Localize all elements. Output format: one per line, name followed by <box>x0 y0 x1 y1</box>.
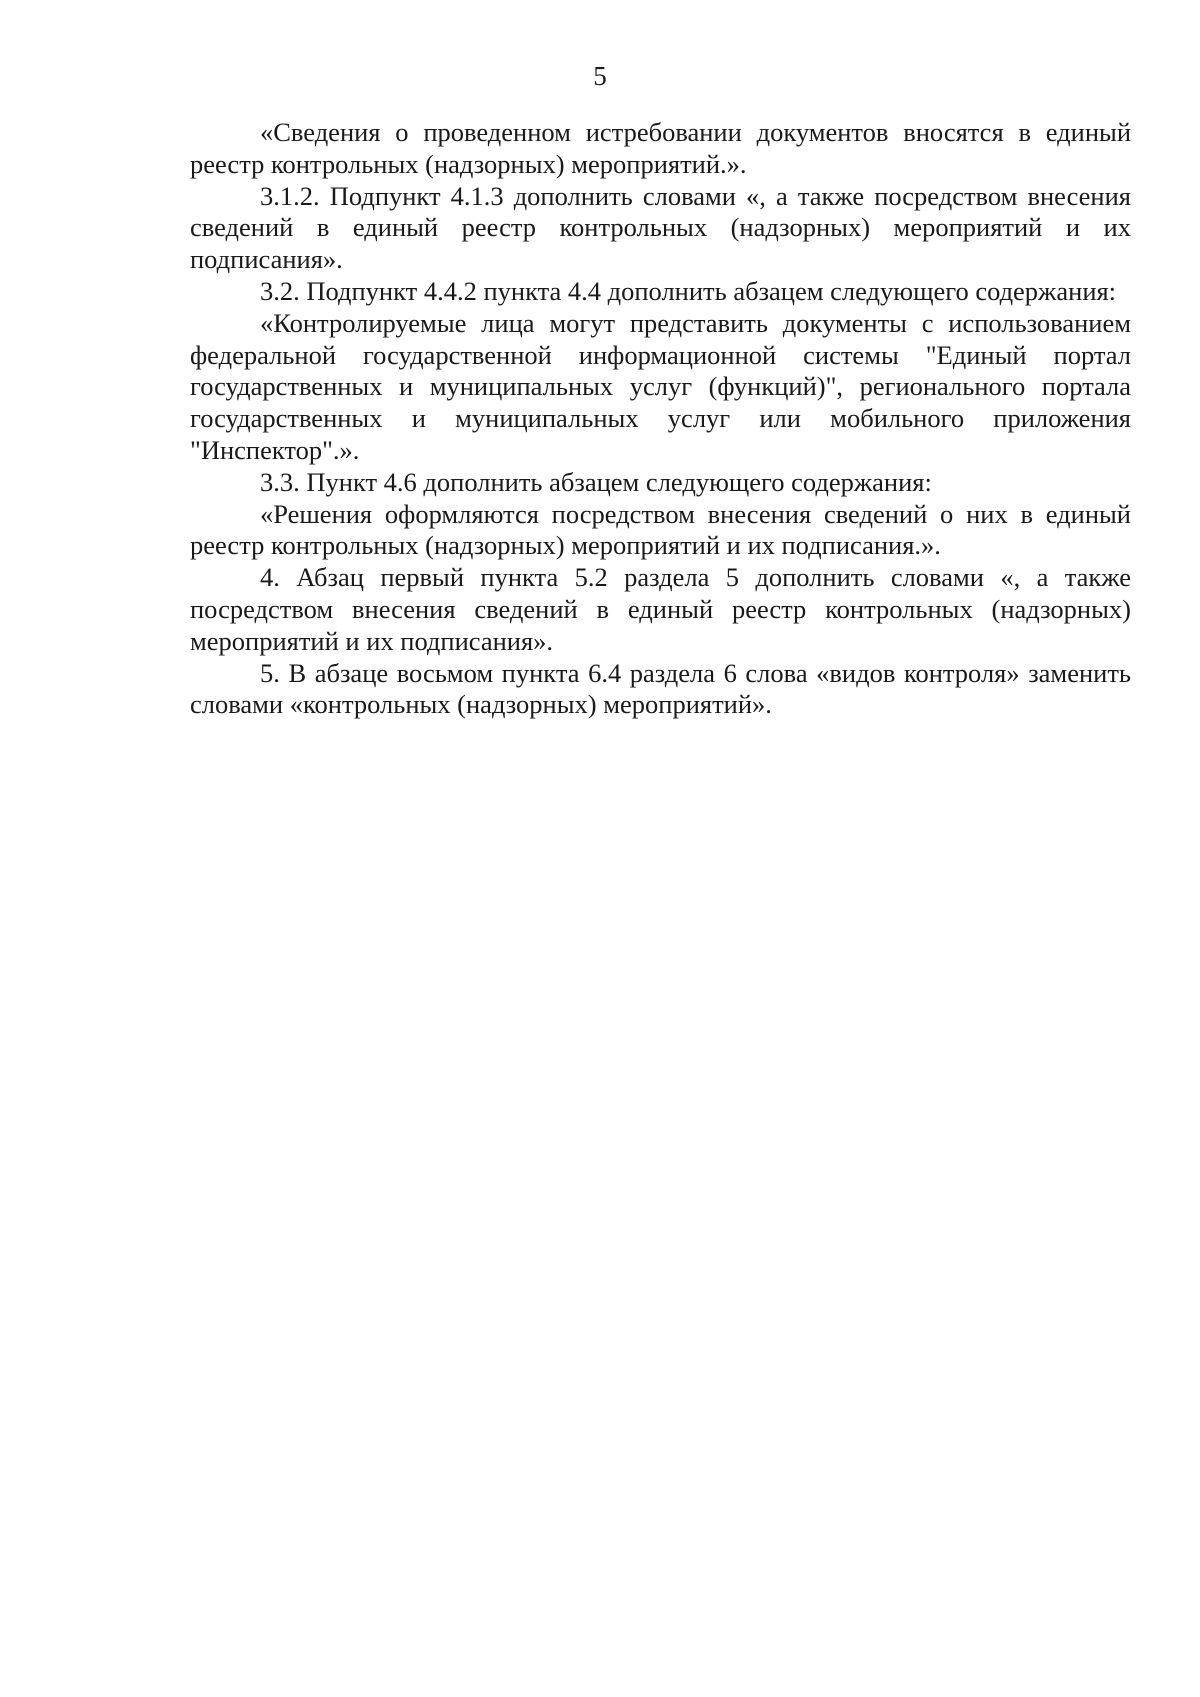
page-number: 5 <box>593 61 607 91</box>
paragraph: 5. В абзаце восьмом пункта 6.4 раздела 6 слова «видов контроля» заменить словами «контрольных (надзорных) мероприятий». <box>190 657 1131 720</box>
document-body <box>190 117 1131 721</box>
paragraph: 3.3. Пункт 4.6 дополнить абзацем следующего содержания: <box>260 466 932 497</box>
paragraph: 3.1.2. Подпункт 4.1.3 дополнить словами «, а также посредством внесения сведений в единый реестр контрольных (надзорных) мероприятий и их подписания». <box>190 180 1131 275</box>
paragraph: 4. Абзац первый пункта 5.2 раздела 5 дополнить словами «, а также посредством внесения сведений в единый реестр контрольных (надзорных) мероприятий и их подписания». <box>190 562 1131 656</box>
paragraph: «Контролируемые лица могут представить документы с использованием федеральной государственной информационной системы "Единый портал государственных и муниципальных услуг (функций)", регионального портала государственных и муниципальных услуг или мобильного приложения "Инспектор".». <box>190 307 1131 465</box>
paragraph: 3.2. Подпункт 4.4.2 пункта 4.4 дополнить абзацем следующего содержания: <box>260 275 1117 306</box>
paragraph: «Сведения о проведенном истребовании документов вносятся в единый реестр контрольных (надзорных) мероприятий.». <box>190 117 1131 179</box>
paragraph: «Решения оформляются посредством внесения сведений о них в единый реестр контрольных (надзорных) мероприятий и их подписания.». <box>190 498 1131 561</box>
